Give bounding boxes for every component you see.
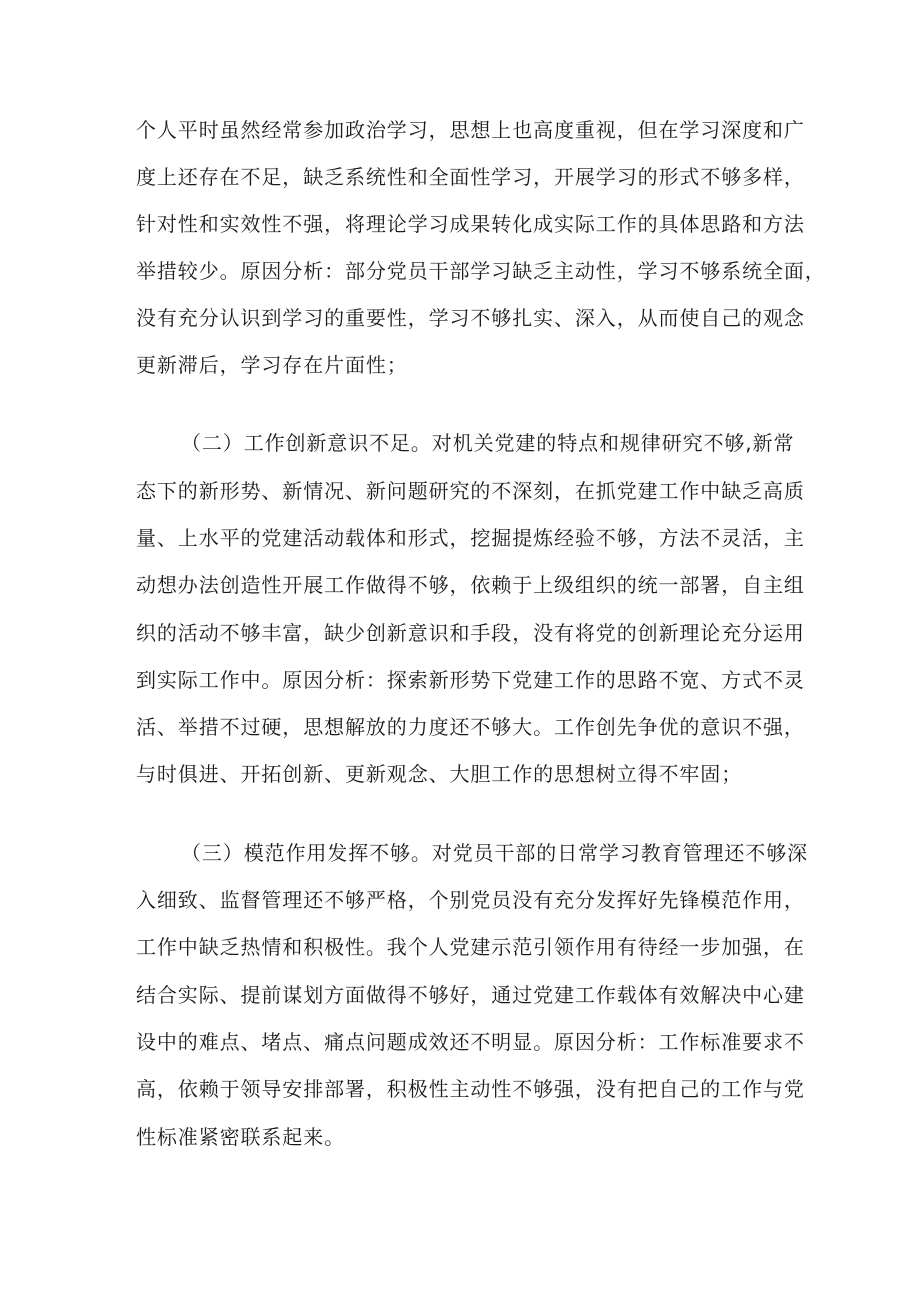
paragraph-line: 结合实际、提前谋划方面做得不够好，通过党建工作载体有效解决中心建: [136, 983, 805, 1007]
paragraph-line: 更新滞后，学习存在片面性；: [136, 353, 408, 377]
paragraph-line: 活、举措不过硬，思想解放的力度还不够大。工作创先争优的意识不强，: [136, 715, 805, 739]
paragraph-line: 个人平时虽然经常参加政治学习，思想上也高度重视，但在学习深度和广: [136, 118, 805, 142]
paragraph-line: 性标准紧密联系起来。: [136, 1125, 345, 1149]
paragraph-line: 与时俱进、开拓创新、更新观念、大胆工作的思想树立得不牢固；: [136, 762, 743, 786]
paragraph-line: 到实际工作中。原因分析：探索新形势下党建工作的思路不宽、方式不灵: [136, 668, 805, 692]
paragraph-line: 织的活动不够丰富，缺少创新意识和手段，没有将党的创新理论充分运用: [136, 621, 805, 645]
paragraph-line: 动想办法创造性开展工作做得不够，依赖于上级组织的统一部署，自主组: [136, 573, 805, 597]
paragraph-line: 设中的难点、堵点、痛点问题成效还不明显。原因分析：工作标准要求不: [136, 1030, 805, 1054]
paragraph-line: 度上还存在不足，缺乏系统性和全面性学习，开展学习的形式不够多样，: [136, 165, 805, 189]
paragraph-line: 态下的新形势、新情况、新问题研究的不深刻，在抓党建工作中缺乏高质: [136, 479, 805, 503]
paragraph-line: 举措较少。原因分析：部分党员干部学习缺乏主动性，学习不够系统全面，: [136, 259, 826, 283]
paragraph-line: 没有充分认识到学习的重要性，学习不够扎实、深入，从而使自己的观念: [136, 306, 805, 330]
paragraph-line: 针对性和实效性不强，将理论学习成果转化成实际工作的具体思路和方法: [136, 212, 805, 236]
paragraph-line: （二）工作创新意识不足。对机关党建的特点和规律研究不够,新常: [181, 431, 795, 455]
paragraph-line: （三）模范作用发挥不够。对党员干部的日常学习教育管理还不够深: [181, 841, 808, 865]
paragraph-line: 入细致、监督管理还不够严格，个别党员没有充分发挥好先锋模范作用，: [136, 888, 805, 912]
paragraph-line: 高，依赖于领导安排部署，积极性主动性不够强，没有把自己的工作与党: [136, 1077, 805, 1101]
paragraph-line: 工作中缺乏热情和积极性。我个人党建示范引领作用有待经一步加强，在: [136, 935, 805, 959]
paragraph-line: 量、上水平的党建活动载体和形式，挖掘提炼经验不够，方法不灵活，主: [136, 526, 805, 550]
